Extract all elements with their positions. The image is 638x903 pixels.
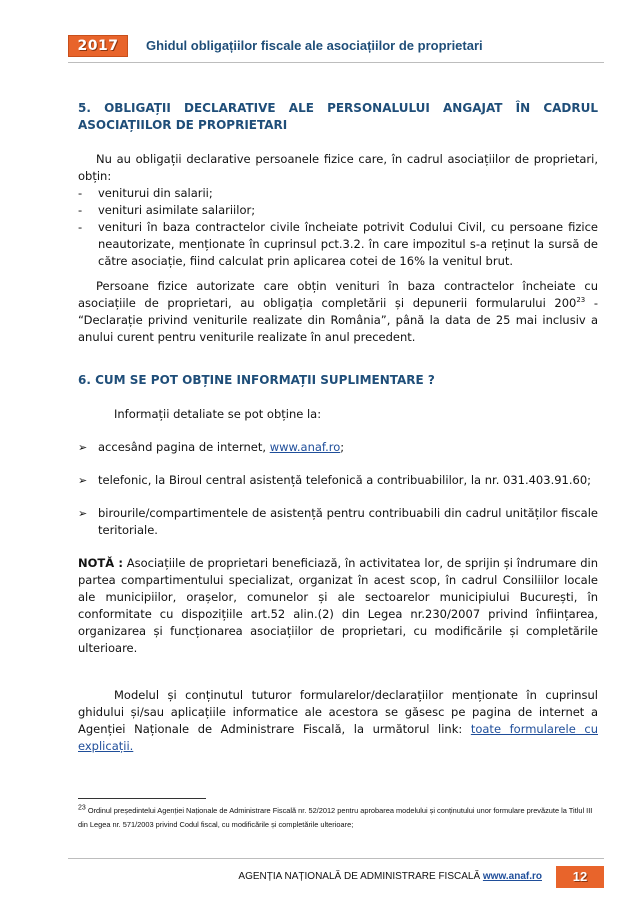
- arrow-bullet-icon: ➢: [78, 474, 88, 487]
- footnote: [78, 804, 600, 832]
- website-text: accesând pagina de internet,: [98, 440, 270, 454]
- footnote-number: 23: [78, 804, 86, 812]
- page-footer: [68, 866, 604, 888]
- note-label: NOTĂ :: [78, 556, 123, 570]
- website-text-end: ;: [340, 440, 345, 454]
- page-number-badge: 12: [556, 866, 604, 888]
- note-paragraph: [78, 555, 598, 657]
- footnote-divider: [78, 798, 206, 799]
- offices-text: birourile/compartimentele de asistență pentru contribuabili din cadrul unităților fiscale teritoriale.: [98, 506, 598, 537]
- page-content: [78, 100, 598, 755]
- para2-after: - “Declarație privind veniturile realizate din România”, până la data de 25 mai inclusiv a anului curent pentru veniturile realizate în anul precedent.: [78, 296, 598, 344]
- income-list: [78, 185, 598, 270]
- footer-divider: [68, 858, 604, 859]
- footer-text: [238, 871, 542, 882]
- section-6-intro: Informații detaliate se pot obține la:: [114, 407, 322, 421]
- note-text: Asociațiile de proprietari beneficiază, în activitatea lor, de sprijin și îndrumare din partea compartimentului specializat, organizat în acest scop, în cadrul Consiliilor locale ale municipiilor, orașelor, comunelor și ale sectoarelor municipiului București, în conformitate cu dispozițiile art.52 alin.(2) din Legea nr.230/2007 privind înființarea, organizarea și funcționarea asociațiilor de proprietari, cu modificările și completările ulterioare.: [78, 556, 599, 655]
- anaf-website-link[interactable]: www.anaf.ro: [269, 440, 341, 454]
- section-5-paragraph-2: [78, 278, 598, 346]
- contact-item-phone: [78, 472, 598, 489]
- footnote-text: Ordinul președintelui Agenției Naționale de Administrare Fiscală nr. 52/2012 pentru aprobarea modelului și conținutului unor formulare prevăzute la Titlul III din Legea nr. 571/2003 privind Codul fiscal, cu modificările și completările ulterioare;: [78, 806, 593, 829]
- footer-anaf-link[interactable]: www.anaf.ro: [482, 871, 542, 882]
- income-item-salaries: - veniturui din salarii;: [78, 185, 598, 202]
- section-5-intro: Nu au obligații declarative persoanele fizice care, în cadrul asociațiilor de proprietari, obțin:: [78, 152, 598, 183]
- contact-item-offices: [78, 505, 598, 539]
- footer-agency: AGENȚIA NAȚIONALĂ DE ADMINISTRARE FISCALĂ: [238, 871, 483, 882]
- header-divider: [68, 62, 604, 63]
- closing-paragraph: [78, 687, 598, 755]
- contact-item-website: [78, 439, 598, 456]
- header-title: Ghidul obligațiilor fiscale ale asociațiilor de proprietari: [146, 38, 483, 53]
- section-6-heading: 6. CUM SE POT OBȚINE INFORMAȚII SUPLIMENTARE ?: [78, 373, 435, 387]
- arrow-bullet-icon: ➢: [78, 507, 88, 520]
- page-header: [68, 32, 604, 72]
- arrow-bullet-icon: ➢: [78, 441, 88, 454]
- footnote-ref[interactable]: 23: [576, 296, 586, 305]
- closing-text: Modelul și conținutul tuturor formularelor/declarațiilor menționate în cuprinsul ghidului și/sau aplicațiile informatice ale acestora se găsesc pe pagina de internet a Agenției Naționale de Administrare Fiscală, la următorul link:: [78, 688, 598, 736]
- year-badge: 2017: [68, 35, 128, 57]
- forms-link[interactable]: toate formularele cu explicații.: [78, 722, 598, 753]
- para2-before: Persoane fizice autorizate care obțin venituri în baza contractelor încheiate cu asociațiile de proprietari, au obligația completării și depunerii formularului 200: [78, 279, 598, 310]
- phone-text: telefonic, la Biroul central asistență telefonică a contribuabililor, la nr. 031.403.91.60;: [98, 473, 592, 487]
- income-item-assimilated: - venituri asimilate salariilor;: [78, 202, 598, 219]
- income-item-civil-contracts: - venituri în baza contractelor civile încheiate potrivit Codului Civil, cu persoane fizice neautorizate, menționate în cuprinsul pct.3.2. în care impozitul s-a reținut la sursă de către asociație, fiind calculat prin aplicarea cotei de 16% la venitul brut.: [78, 219, 598, 270]
- section-5-heading: 5. OBLIGAȚII DECLARATIVE ALE PERSONALULUI ANGAJAT ÎN CADRUL ASOCIAȚIILOR DE PROPRIETARI: [78, 101, 598, 132]
